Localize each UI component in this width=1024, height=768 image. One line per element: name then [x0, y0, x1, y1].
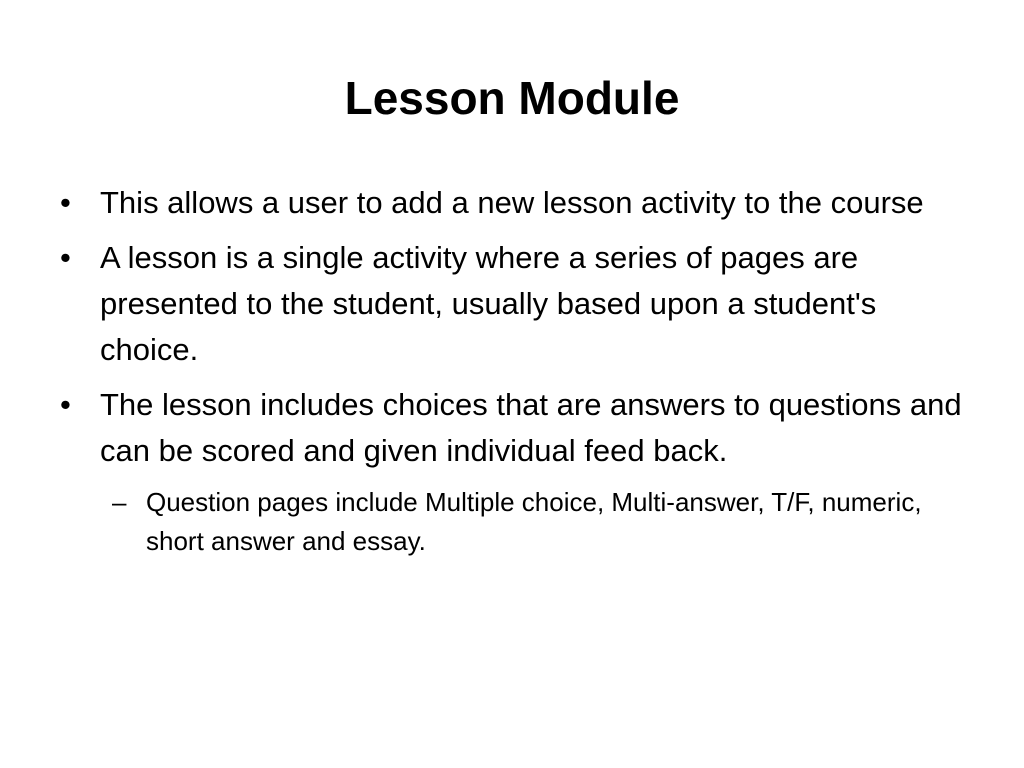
bullet-list — [60, 180, 980, 561]
bullet-marker: • — [60, 387, 71, 422]
bullet-text: A lesson is a single activity where a series of pages are presented to the student, usually based upon a student's choice. — [100, 240, 877, 367]
bullet-text: The lesson includes choices that are answers to questions and can be scored and given individual feed back. — [100, 387, 962, 468]
sub-bullet-group — [60, 483, 980, 561]
bullet-marker: • — [60, 185, 71, 220]
sub-bullet-list — [60, 483, 980, 561]
slide-title: Lesson Module — [344, 72, 680, 124]
bullet-marker: • — [60, 240, 71, 275]
bullet-text: This allows a user to add a new lesson activity to the course — [100, 185, 924, 220]
bullet-item — [60, 382, 980, 474]
bullet-item — [60, 235, 980, 373]
sub-bullet-item — [60, 483, 980, 561]
bullet-item — [60, 180, 980, 226]
sub-bullet-text: Question pages include Multiple choice, Multi-answer, T/F, numeric, short answer and essay. — [146, 487, 922, 556]
sub-bullet-marker: – — [112, 487, 127, 517]
